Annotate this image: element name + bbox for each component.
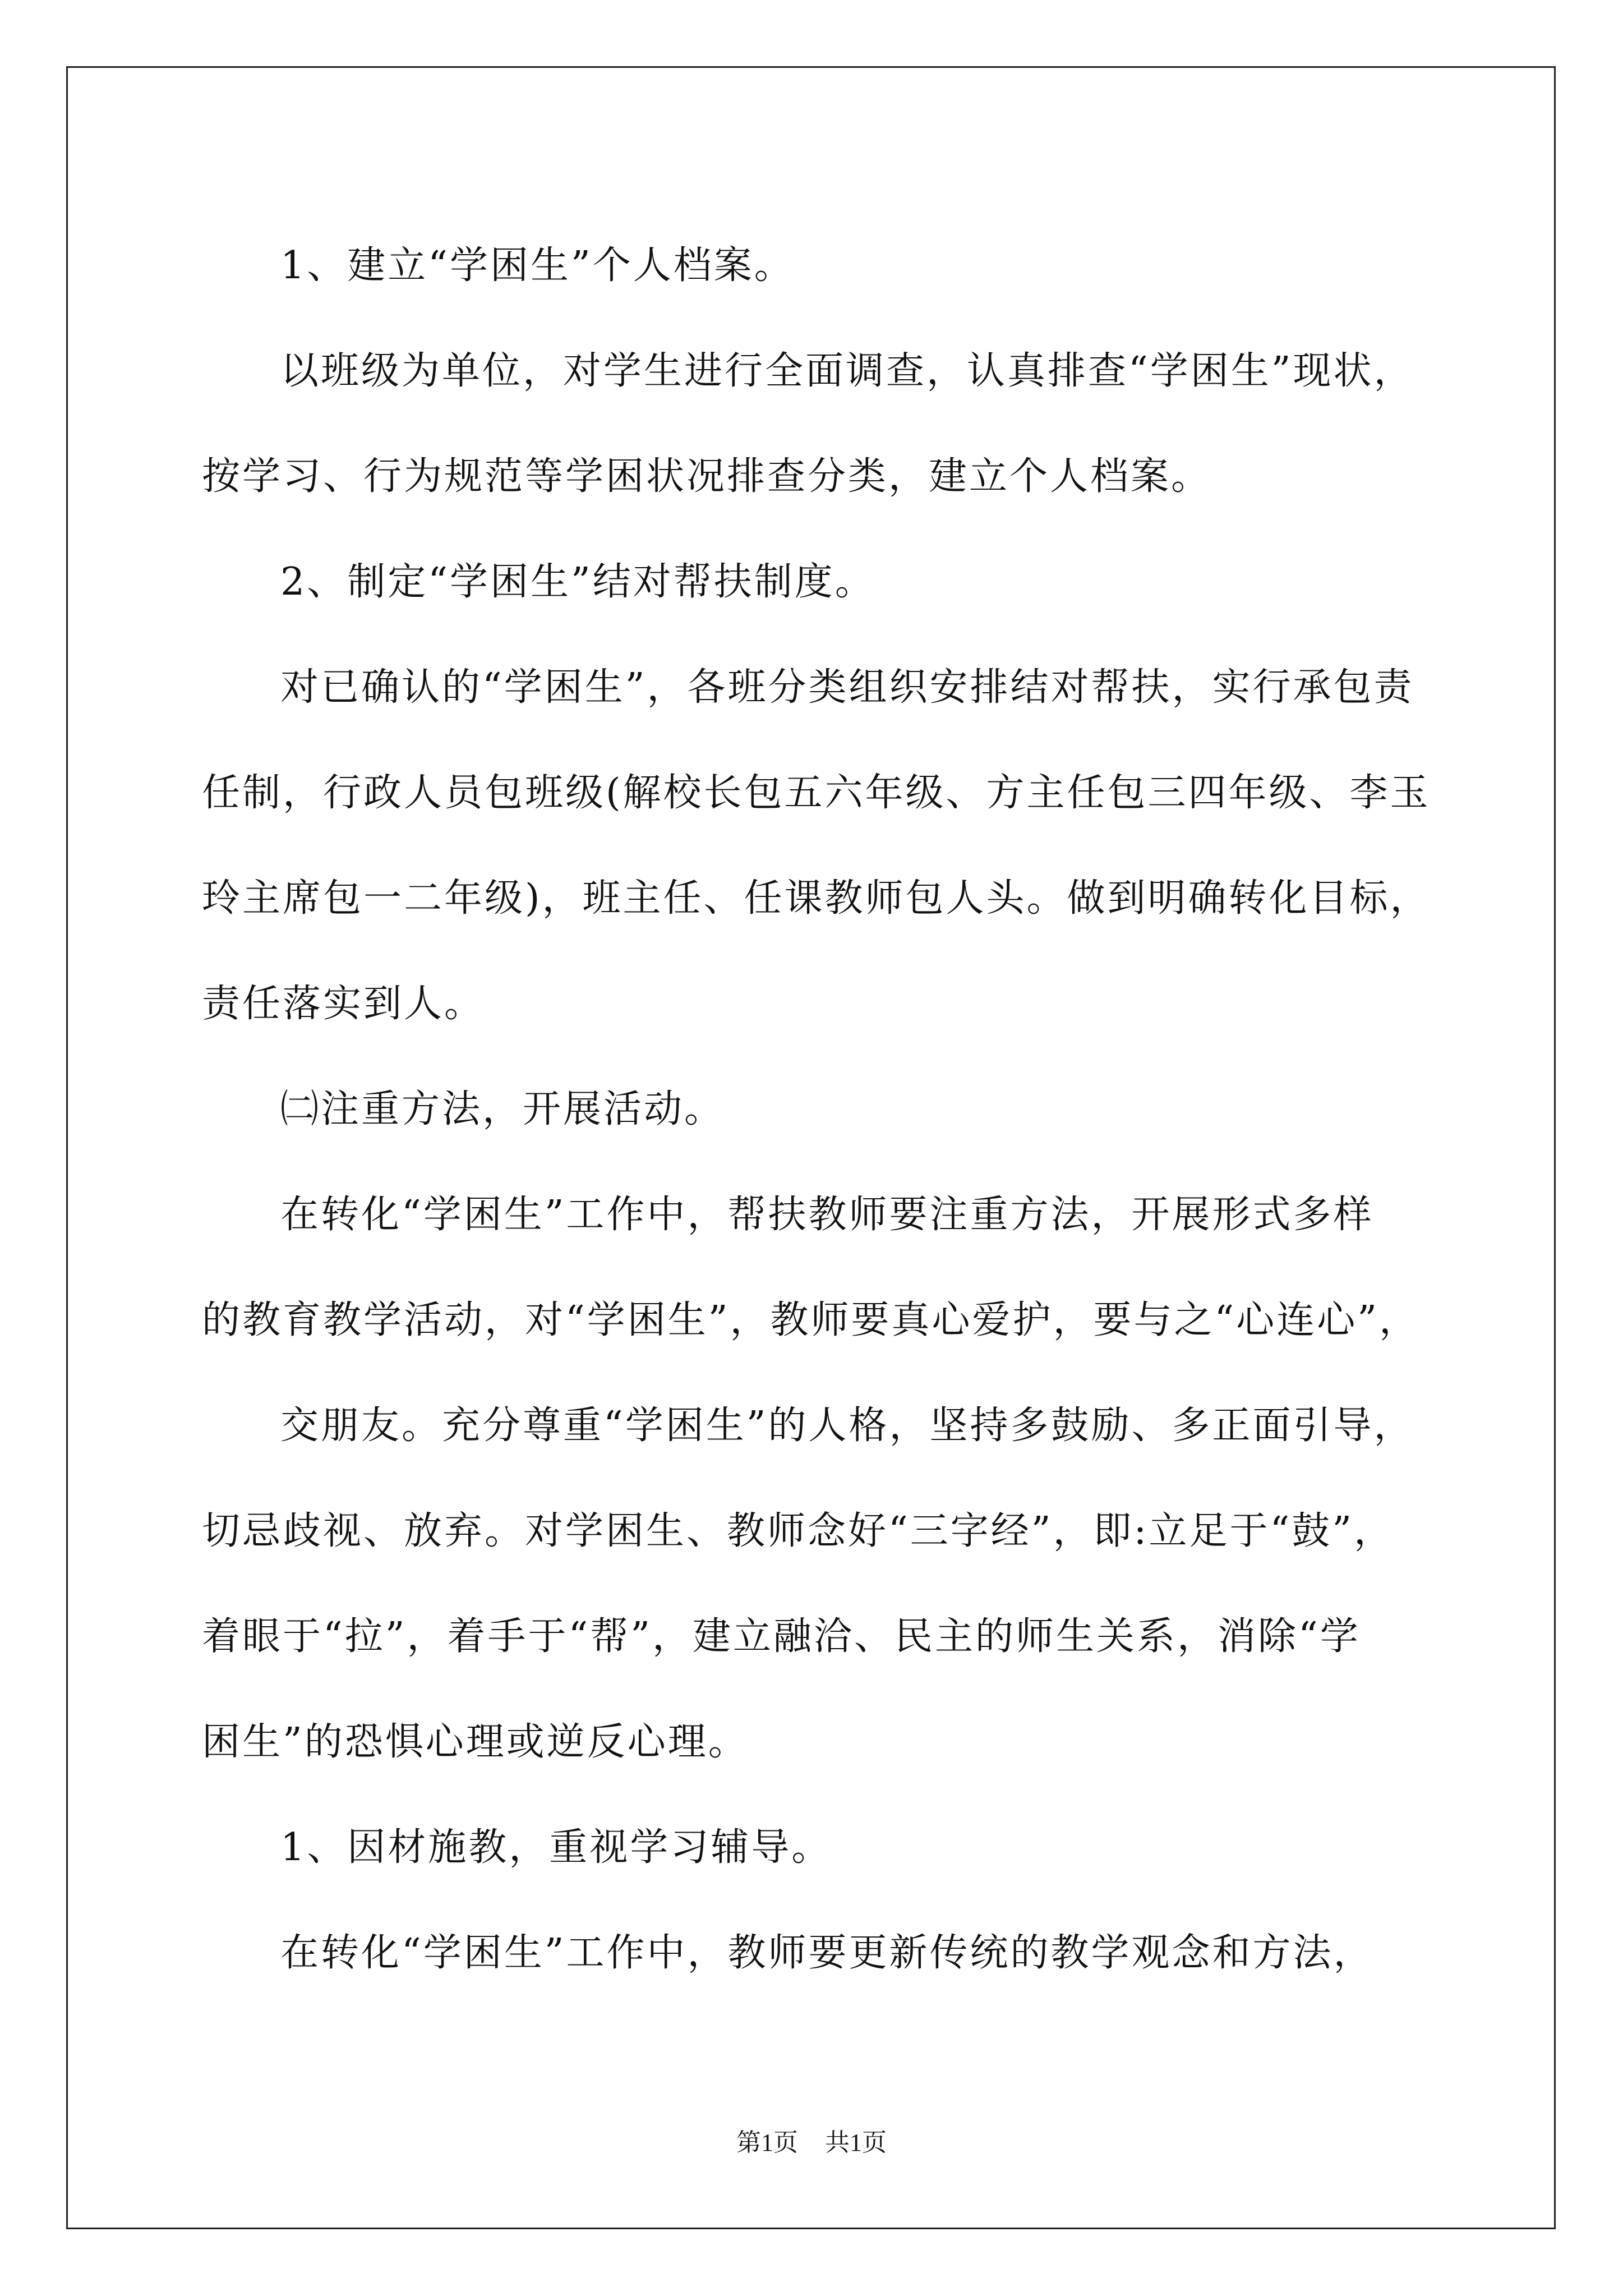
paragraph-line: 着眼于“拉”，着手于“帮”，建立融洽、民主的师生关系，消除“学 xyxy=(202,1614,1361,1659)
paragraph-line: 1、建立“学困生”个人档案。 xyxy=(280,243,795,288)
document-body xyxy=(202,213,1486,2006)
paragraph-line: 按学习、行为规范等学困状况排查分类，建立个人档案。 xyxy=(202,454,1212,499)
paragraph-line: 玲主席包一二年级)，班主任、任课教师包人头。做到明确转化目标， xyxy=(202,876,1431,921)
paragraph-line: 的教育教学活动，对“学困生”，教师要真心爱护，要与之“心连心”， xyxy=(202,1298,1420,1342)
paragraph-line: 在转化“学困生”工作中，帮扶教师要注重方法，开展形式多样 xyxy=(280,1193,1374,1237)
paragraph-line: 任制，行政人员包班级(解校长包五六年级、方主任包三四年级、李玉 xyxy=(202,771,1431,815)
paragraph-line: 1、因材施教，重视学习辅导。 xyxy=(280,1825,832,1870)
paragraph-line: 以班级为单位，对学生进行全面调查，认真排查“学困生”现状， xyxy=(280,349,1414,393)
paragraph-line: 对已确认的“学困生”，各班分类组织安排结对帮扶，实行承包责 xyxy=(280,665,1414,710)
page-number: 第1页 xyxy=(736,2129,798,2156)
section-heading: ㈡注重方法，开展活动。 xyxy=(280,1087,725,1131)
paragraph-line: 责任落实到人。 xyxy=(202,982,485,1026)
paragraph-line: 切忌歧视、放弃。对学困生、教师念好“三字经”，即:立足于“鼓”， xyxy=(202,1509,1394,1553)
page-total: 共1页 xyxy=(825,2129,887,2156)
paragraph-line: 2、制定“学困生”结对帮扶制度。 xyxy=(280,560,875,604)
paragraph-line: 困生”的恐惧心理或逆反心理。 xyxy=(202,1720,749,1764)
paragraph-line: 交朋友。充分尊重“学困生”的人格，坚持多鼓励、多正面引导， xyxy=(280,1404,1414,1448)
page-footer xyxy=(0,2126,1623,2160)
paragraph-line: 在转化“学困生”工作中，教师要更新传统的教学观念和方法， xyxy=(280,1931,1374,1975)
